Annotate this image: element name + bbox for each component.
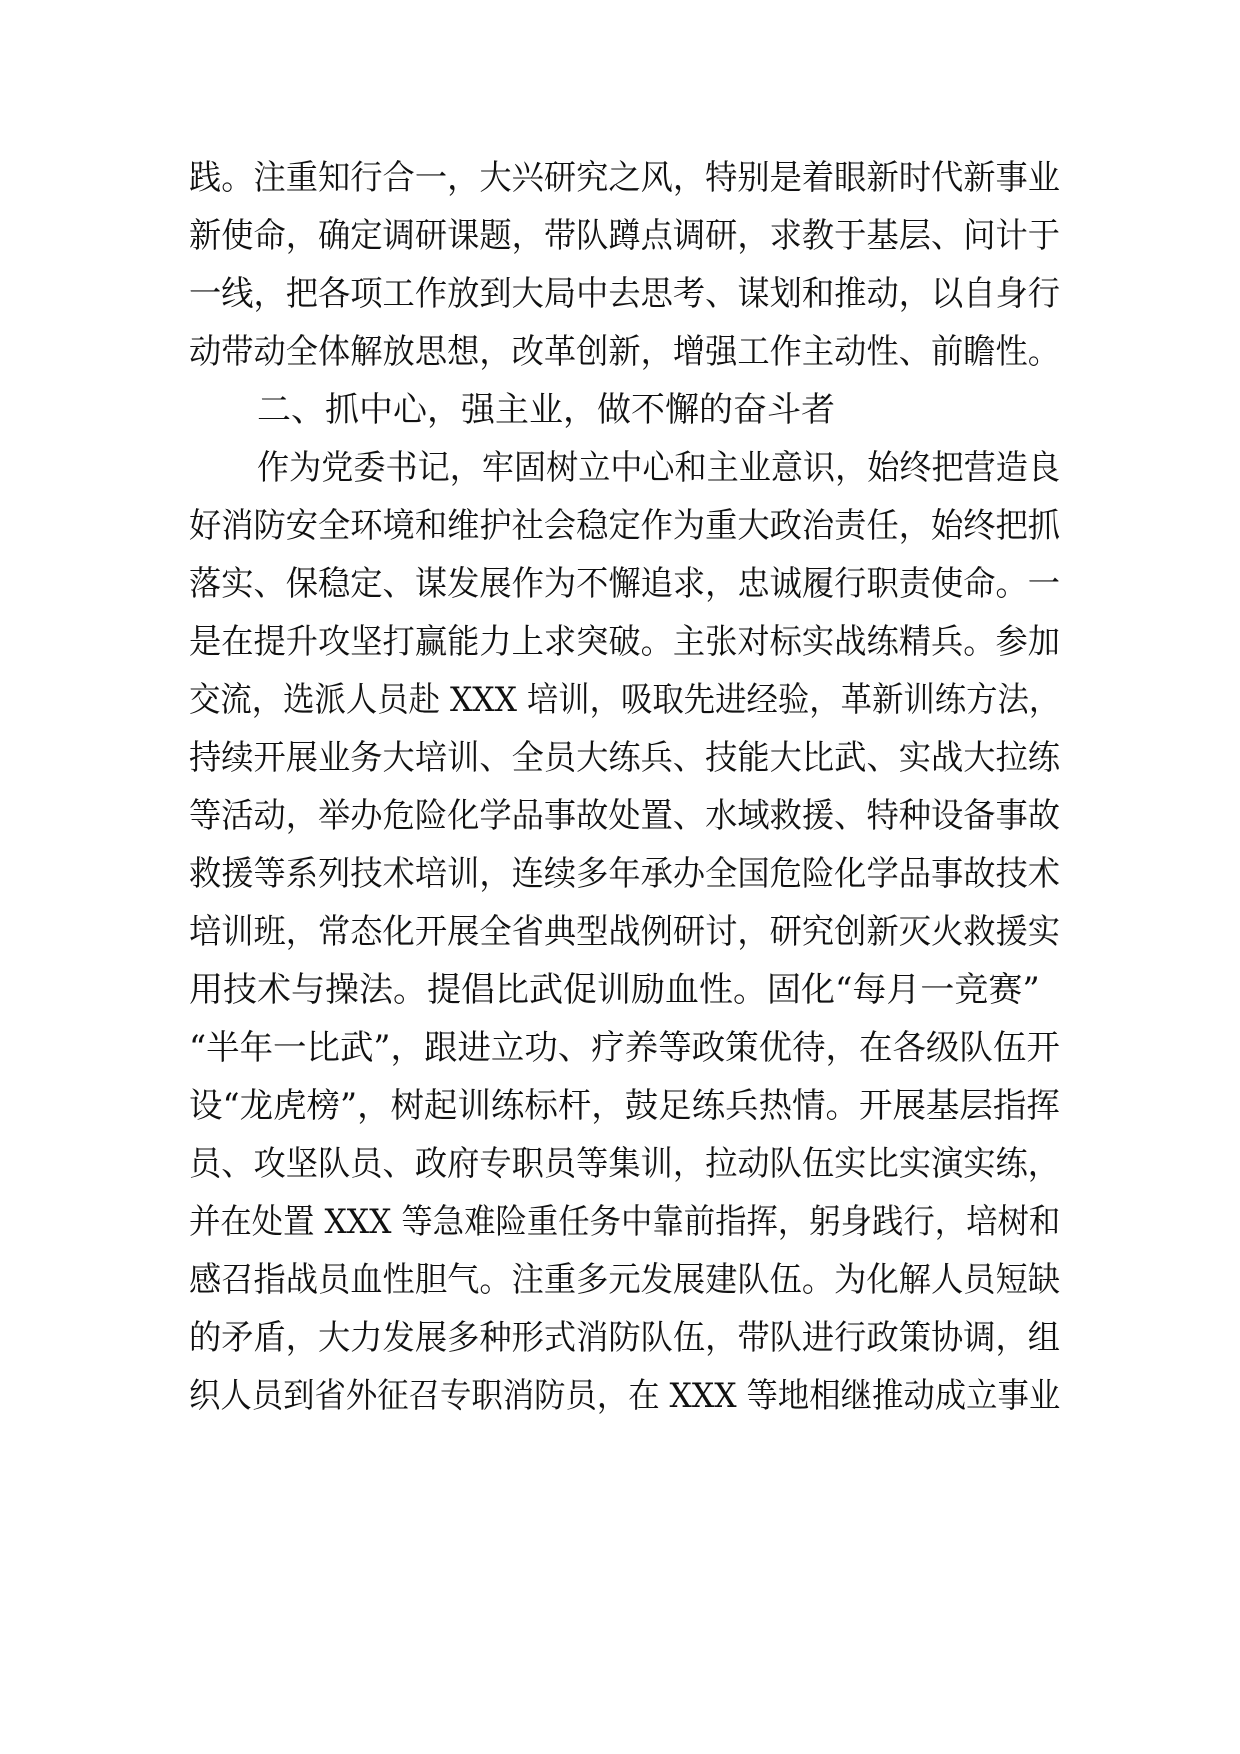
text-line: 交流，选派人员赴 XXX 培训，吸取先进经验，革新训练方法， — [189, 680, 1061, 720]
text-line: 织人员到省外征召专职消防员，在 XXX 等地相继推动成立事业 — [189, 1376, 1061, 1416]
text-line: 等活动，举办危险化学品事故处置、水域救援、特种设备事故 — [189, 796, 1060, 836]
text-line: 践。注重知行合一，大兴研究之风，特别是着眼新时代新事业 — [189, 158, 1060, 198]
text-line: 的矛盾，大力发展多种形式消防队伍，带队进行政策协调，组 — [189, 1318, 1060, 1358]
text-line: 落实、保稳定、谋发展作为不懈追求，忠诚履行职责使命。一 — [189, 564, 1060, 604]
text-line: 设“龙虎榜”，树起训练标杆，鼓足练兵热情。开展基层指挥 — [189, 1086, 1060, 1126]
text-line: 是在提升攻坚打赢能力上求突破。主张对标实战练精兵。参加 — [189, 622, 1060, 662]
text-line: 动带动全体解放思想，改革创新，增强工作主动性、前瞻性。 — [189, 332, 1060, 372]
paragraph-first-line: 作为党委书记，牢固树立中心和主业意识，始终把营造良 — [257, 448, 1060, 488]
text-line: 新使命，确定调研课题，带队蹲点调研，求教于基层、问计于 — [189, 216, 1060, 256]
text-line: 感召指战员血性胆气。注重多元发展建队伍。为化解人员短缺 — [189, 1260, 1060, 1300]
text-line: 员、攻坚队员、政府专职员等集训，拉动队伍实比实演实练， — [189, 1144, 1060, 1184]
text-line: 培训班，常态化开展全省典型战例研讨，研究创新灭火救援实 — [189, 912, 1060, 952]
text-line: 救援等系列技术培训，连续多年承办全国危险化学品事故技术 — [189, 854, 1060, 894]
text-line: 用技术与操法。提倡比武促训励血性。固化“每月一竞赛” — [189, 970, 1040, 1010]
text-line: 好消防安全环境和维护社会稳定作为重大政治责任，始终把抓 — [189, 506, 1060, 546]
text-line: 一线，把各项工作放到大局中去思考、谋划和推动，以自身行 — [189, 274, 1060, 314]
section-heading: 二、抓中心，强主业，做不懈的奋斗者 — [257, 390, 835, 430]
text-line: 持续开展业务大培训、全员大练兵、技能大比武、实战大拉练 — [189, 738, 1060, 778]
text-line: 并在处置 XXX 等急难险重任务中靠前指挥，躬身践行，培树和 — [189, 1202, 1061, 1242]
text-line: “半年一比武”，跟进立功、疗养等政策优待，在各级队伍开 — [189, 1028, 1060, 1068]
